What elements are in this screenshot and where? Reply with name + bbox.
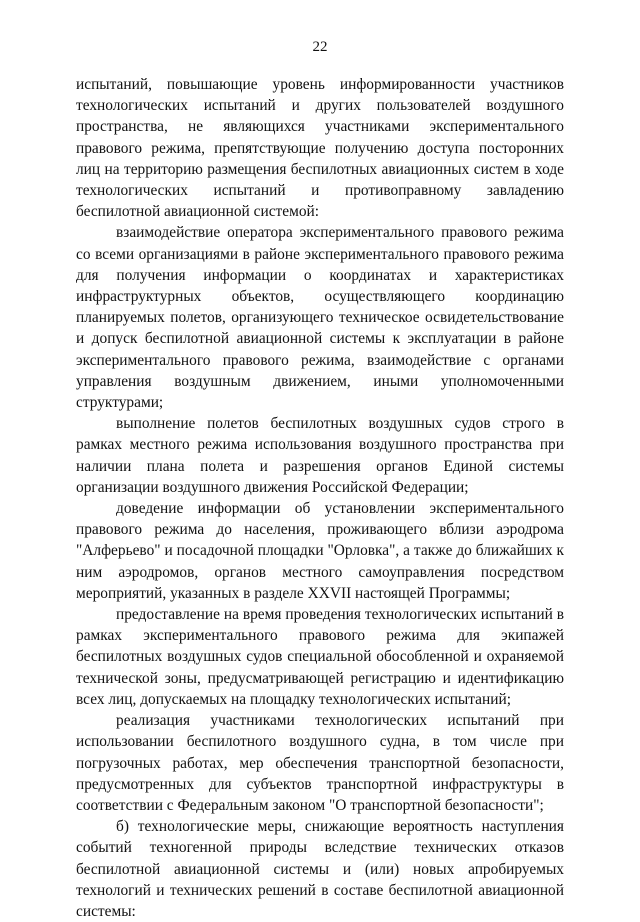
document-body [76, 74, 564, 922]
paragraph: доведение информации об установлении экспериментального правового режима до населения, проживающего вблизи аэродрома "Алферьево" и посадочной площадки "Орловка", а также до ближайших к ним аэродромов, органов местного самоуправления посредством мероприятий, указанных в разделе XXVII настоящей Программы; [76, 500, 564, 602]
paragraph: б) технологические меры, снижающие вероятность наступления событий техногенной природы вследствие технических отказов беспилотной авиационной системы и (или) новых апробируемых технологий и технических решений в составе беспилотной авиационной системы: [76, 818, 564, 920]
paragraph: испытаний, повышающие уровень информированности участников технологических испытаний и других пользователей воздушного пространства, не являющихся участниками экспериментального правового режима, препятствующие получению доступа посторонних лиц на территорию размещения беспилотных авиационных систем в ходе технологических испытаний и противоправному завладению беспилотной авиационной системой: [76, 76, 564, 221]
paragraph: реализация участниками технологических испытаний при использовании беспилотного воздушного судна, в том числе при погрузочных работах, мер обеспечения транспортной безопасности, предусмотренных для субъектов транспортной инфраструктуры в соответствии с Федеральным законом "О транспортной безопасности"; [76, 712, 564, 814]
paragraph: выполнение полетов беспилотных воздушных судов строго в рамках местного режима использования воздушного пространства при наличии плана полета и разрешения органов Единой системы организации воздушного движения Российской Федерации; [76, 415, 564, 496]
paragraph: взаимодействие оператора экспериментального правового режима со всеми организациями в районе экспериментального правового режима для получения информации о координатах и характеристиках инфраструктурных объектов, осуществляющего координацию планируемых полетов, организующего техническое освидетельствование и допуск беспилотной авиационной системы к эксплуатации в районе экспериментального правового режима, взаимодействие с органами управления воздушным движением, иными уполномоченными структурами; [76, 224, 564, 412]
page-number: 22 [312, 39, 328, 55]
paragraph: предоставление на время проведения технологических испытаний в рамках экспериментального правового режима для экипажей беспилотных воздушных судов специальной обособленной и охраняемой технической зоны, предусматривающей регистрацию и идентификацию всех лиц, допускаемых на площадку технологических испытаний; [76, 606, 564, 708]
